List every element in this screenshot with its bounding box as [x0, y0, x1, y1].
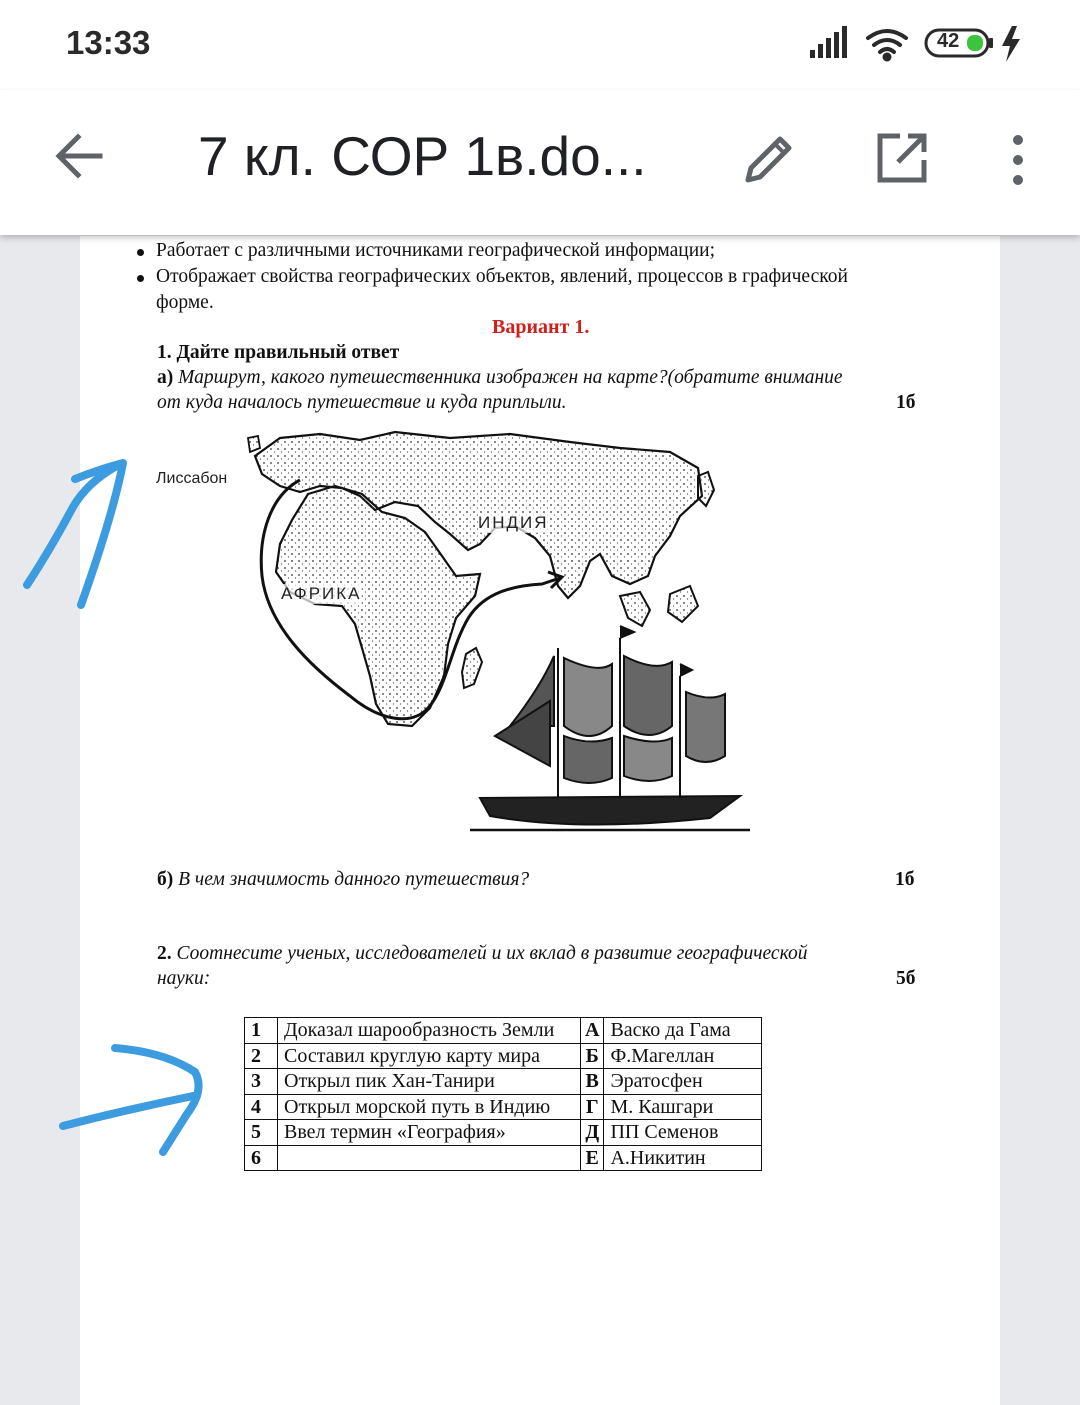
ship-drawing	[470, 626, 750, 830]
document-title: 7 кл. СОР 1в.do...	[198, 125, 647, 187]
question-1a-prefix: а)	[157, 367, 174, 388]
status-time: 13:33	[66, 24, 151, 61]
battery-level: 42	[937, 30, 960, 52]
question-1a	[157, 367, 843, 389]
row-name: А.Никитин	[604, 1145, 762, 1171]
table-row	[245, 1069, 762, 1095]
row-number: 2	[245, 1043, 278, 1069]
question-2-text: Соотнесите ученых, исследователей и их вклад в развитие географической	[176, 943, 808, 964]
document-page[interactable]	[80, 236, 1000, 1405]
question-1b-prefix: б)	[157, 869, 174, 890]
row-name: М. Кашгари	[604, 1094, 762, 1120]
row-description	[278, 1145, 581, 1171]
question-1b-points: 1б	[895, 869, 915, 890]
status-icons	[810, 26, 1030, 66]
table-row	[245, 1094, 762, 1120]
table-row	[245, 1120, 762, 1146]
bullet-text: Работает с различными источниками географической информации;	[156, 240, 716, 261]
annotation-arrow-up	[15, 455, 135, 615]
annotation-arrow-right	[55, 1040, 215, 1160]
row-number: 4	[245, 1094, 278, 1120]
bullet-text: Отображает свойства географических объектов, явлений, процессов в графической	[156, 266, 848, 287]
edit-button[interactable]	[740, 128, 800, 188]
row-letter: Г	[581, 1094, 604, 1120]
back-button[interactable]	[50, 128, 106, 184]
map-label-africa: АФРИКА	[281, 584, 362, 603]
row-name: Эратосфен	[604, 1069, 762, 1095]
map-illustration	[150, 426, 750, 846]
open-in-new-icon	[872, 128, 932, 188]
row-name: Васко да Гама	[604, 1018, 762, 1044]
question-2-number: 2.	[157, 943, 172, 964]
question-1a-text: Маршрут, какого путешественника изображен на карте?(обратите внимание	[178, 367, 843, 388]
more-vert-icon	[1000, 130, 1040, 190]
row-letter: Д	[581, 1120, 604, 1146]
row-number: 3	[245, 1069, 278, 1095]
table-row	[245, 1043, 762, 1069]
more-options-button[interactable]	[1000, 130, 1040, 190]
japan-island	[698, 472, 714, 506]
document-content	[80, 236, 1000, 1405]
question-1b-text: В чем значимость данного путешествия?	[178, 869, 530, 890]
row-letter: Е	[581, 1145, 604, 1171]
row-description: Открыл морской путь в Индию	[278, 1094, 581, 1120]
row-letter: Б	[581, 1043, 604, 1069]
question-1a-points: 1б	[896, 392, 916, 413]
row-number: 1	[245, 1018, 278, 1044]
signal-icon	[810, 26, 847, 58]
madagascar-landmass	[462, 648, 482, 688]
wifi-icon	[868, 31, 906, 60]
row-description: Доказал шарообразность Земли	[278, 1018, 581, 1044]
status-bar	[0, 0, 1080, 90]
borneo-island	[668, 586, 698, 622]
row-letter: А	[581, 1018, 604, 1044]
map-label-india: ИНДИЯ	[478, 513, 549, 532]
app-bar	[0, 90, 1080, 235]
indonesia-islands	[620, 592, 650, 626]
britain-island	[248, 436, 260, 452]
row-description: Составил круглую карту мира	[278, 1043, 581, 1069]
pencil-icon	[740, 128, 800, 188]
question-2	[157, 943, 807, 965]
open-external-button[interactable]	[872, 128, 932, 188]
map-label-lisbon: Лиссабон	[156, 470, 228, 487]
question-2-points: 5б	[896, 968, 916, 989]
variant-heading: Вариант 1.	[492, 316, 590, 338]
table-row	[245, 1018, 762, 1044]
row-number: 5	[245, 1120, 278, 1146]
matching-table	[244, 1017, 762, 1171]
row-description: Открыл пик Хан-Танири	[278, 1069, 581, 1095]
question-1a-text-line2: от куда началось путешествие и куда приплыли.	[157, 392, 567, 413]
question-2-text-line2: науки:	[157, 968, 211, 989]
bullet-dot	[137, 275, 144, 282]
table-row	[245, 1145, 762, 1171]
back-arrow-icon	[50, 128, 106, 184]
bullet-text-continued: форме.	[156, 292, 214, 313]
question-1-heading: 1. Дайте правильный ответ	[157, 342, 400, 363]
row-name: Ф.Магеллан	[604, 1043, 762, 1069]
row-description: Ввел термин «География»	[278, 1120, 581, 1146]
question-1b	[157, 869, 529, 891]
row-number: 6	[245, 1145, 278, 1171]
charging-icon	[1002, 26, 1020, 62]
bullet-dot	[137, 249, 144, 256]
row-letter: В	[581, 1069, 604, 1095]
row-name: ПП Семенов	[604, 1120, 762, 1146]
